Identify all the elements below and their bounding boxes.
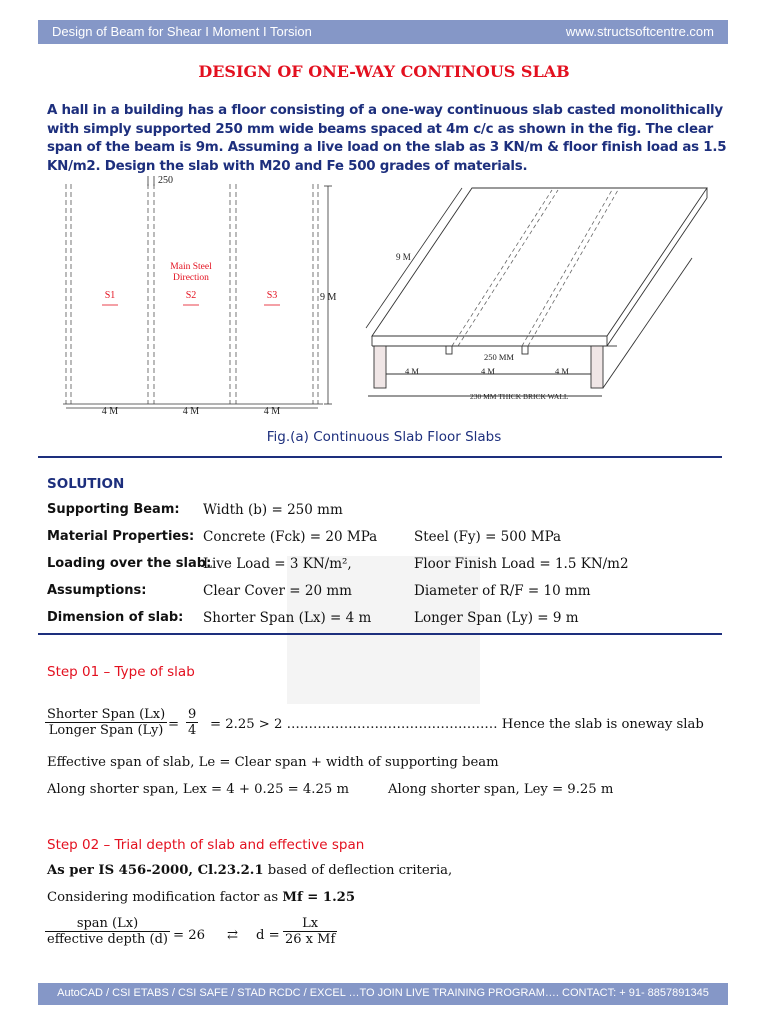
plan-dim-top: 250	[158, 175, 173, 186]
step-01-heading: Step 01 – Type of slab	[47, 664, 195, 680]
page-footer	[38, 983, 728, 1005]
depth-ratio-fraction	[45, 916, 170, 947]
plan-slab-s2: S2	[185, 290, 197, 301]
row-label: Material Properties:	[47, 529, 195, 544]
iso-span-1: 4 M	[405, 366, 419, 376]
row-value-2: Steel (Fy) = 500 MPa	[414, 529, 562, 545]
slab-type-result: = 2.25 > 2 ………………………………………… Hence the slab is oneway slab	[210, 717, 704, 732]
solution-heading: SOLUTION	[47, 476, 125, 492]
row-value-2: Diameter of R/F = 10 mm	[414, 583, 591, 599]
effective-span-lex: Along shorter span, Lex = 4 + 0.25 = 4.25 m	[47, 782, 349, 797]
row-label: Dimension of slab:	[47, 610, 184, 625]
plan-slab-s3: S3	[266, 290, 278, 301]
problem-statement: A hall in a building has a floor consisting of a one-way continuous slab casted monolithically with simply supported 250 mm wide beams spaced at 4m c/c as shown in the fig. The clear span of the beam is 9m. Assuming a live load on the slab as 3 KN/m & floor finish load as 1.5 KN/m2. Design the slab with M20 and Fe 500 grades of materials.	[47, 103, 727, 174]
header-title: Design of Beam for Shear I Moment I Torsion	[52, 24, 312, 39]
fraction-numerator: span (Lx)	[76, 916, 139, 931]
divider-top	[38, 456, 722, 458]
fraction-denominator: Longer Span (Ly)	[45, 722, 167, 738]
header-website[interactable]: www.structsoftcentre.com	[565, 24, 714, 39]
plan-dim-right: 9 M	[320, 292, 337, 303]
fraction-numerator: Lx	[302, 916, 319, 931]
plan-dim-bottom-3: 4 M	[263, 406, 281, 417]
depth-formula-fraction	[283, 916, 337, 947]
span-ratio-fraction	[45, 707, 167, 738]
page-header	[38, 20, 728, 44]
iso-span-label: 9 M	[396, 252, 411, 262]
iso-span-2: 4 M	[481, 366, 495, 376]
code-clause: As per IS 456-2000, Cl.23.2.1	[47, 863, 264, 878]
iso-wall-label: 230 MM THICK BRICK WALL	[470, 392, 569, 401]
plan-main-steel-1: Main Steel	[170, 262, 212, 272]
row-value-2: Longer Span (Ly) = 9 m	[414, 610, 579, 626]
plan-slab-s1: S1	[104, 290, 116, 301]
mod-text: Considering modification factor as	[47, 890, 283, 905]
code-reference	[47, 863, 452, 878]
divider-bottom	[38, 633, 722, 635]
row-label: Assumptions:	[47, 583, 147, 598]
document-title: DESIGN OF ONE-WAY CONTINOUS SLAB	[198, 62, 570, 81]
fraction-denominator: effective depth (d)	[47, 932, 168, 947]
plan-main-steel-2: Direction	[173, 273, 209, 283]
row-value: Shorter Span (Lx) = 4 m	[203, 610, 372, 626]
fraction-numerator: 9	[188, 707, 197, 722]
modification-factor	[47, 890, 355, 905]
effective-span-ley: Along shorter span, Ley = 9.25 m	[388, 782, 614, 797]
arrow-icon: ⇄	[227, 928, 239, 943]
plan-view-figure	[58, 172, 348, 422]
figure-caption: Fig.(a) Continuous Slab Floor Slabs	[266, 429, 502, 445]
step-02-heading: Step 02 – Trial depth of slab and effective span	[47, 837, 365, 853]
value-ratio-fraction	[186, 707, 198, 738]
row-value-2: Floor Finish Load = 1.5 KN/m2	[414, 556, 629, 572]
footer-text: AutoCAD / CSI ETABS / CSI SAFE / STAD RCDC / EXCEL …TO JOIN LIVE TRAINING PROGRAM…. CONTACT: + 91- 8857891345	[57, 987, 709, 999]
fraction-denominator: 4	[188, 723, 197, 738]
code-note: based of deflection criteria,	[263, 863, 453, 878]
row-value: Clear Cover = 20 mm	[203, 583, 352, 599]
plan-dim-bottom-2: 4 M	[182, 406, 200, 417]
watermark	[287, 556, 480, 704]
fraction-denominator: 26 x Mf	[285, 932, 336, 947]
row-value: Width (b) = 250 mm	[203, 502, 343, 518]
row-value: Concrete (Fck) = 20 MPa	[203, 529, 378, 545]
iso-span-3: 4 M	[555, 366, 569, 376]
plan-dim-bottom-1: 4 M	[101, 406, 119, 417]
iso-beam-width: 250 MM	[484, 352, 514, 362]
ratio-value: = 26	[173, 928, 206, 943]
mod-value: Mf = 1.25	[282, 890, 356, 905]
isometric-figure	[362, 178, 720, 406]
fraction-numerator: Shorter Span (Lx)	[47, 707, 166, 722]
row-label: Supporting Beam:	[47, 502, 180, 517]
row-label: Loading over the slab:	[47, 556, 212, 571]
depth-equation: d =	[256, 928, 280, 943]
row-value: Live Load = 3 KN/m²,	[203, 556, 352, 572]
effective-span-definition: Effective span of slab, Le = Clear span + width of supporting beam	[47, 755, 499, 770]
